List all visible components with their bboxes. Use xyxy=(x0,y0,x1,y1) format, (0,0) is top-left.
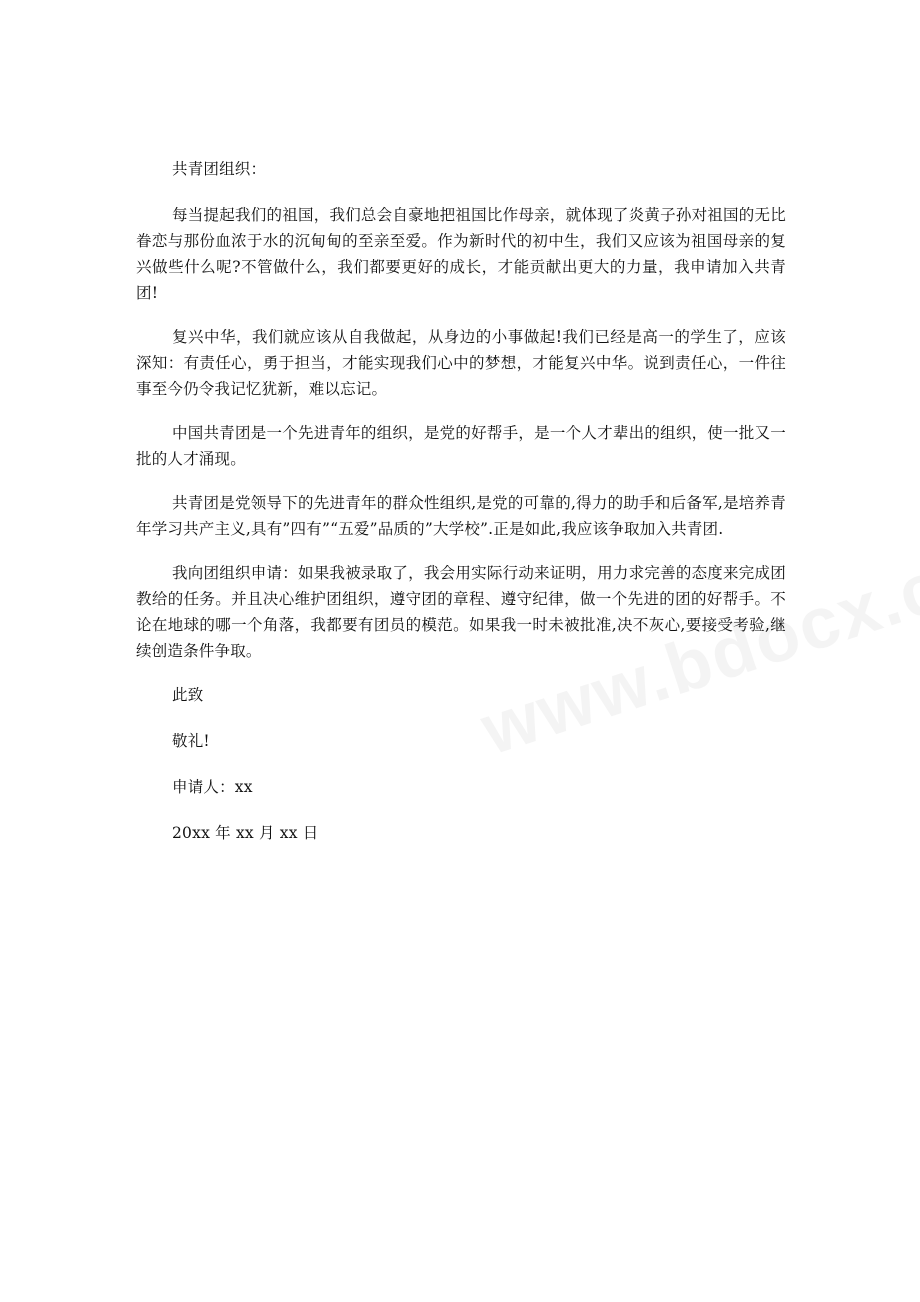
paragraph-4: 共青团是党领导下的先进青年的群众性组织,是党的可靠的,得力的助手和后备军,是培养青年学习共产主义,具有”四有”“五爱”品质的”大学校”.正是如此,我应该争取加入共青团. xyxy=(136,494,786,538)
paragraph-2: 复兴中华，我们就应该从自我做起，从身边的小事做起!我们已经是高一的学生了，应该深知：有责任心，勇于担当，才能实现我们心中的梦想，才能复兴中华。说到责任心，一件往事至今仍令我记忆犹新，难以忘记。 xyxy=(136,328,786,398)
applicant-signature: 申请人：xx xyxy=(172,778,253,796)
closing-salute: 敬礼! xyxy=(172,732,210,750)
paragraph-1: 每当提起我们的祖国，我们总会自豪地把祖国比作母亲，就体现了炎黄子孙对祖国的无比眷恋与那份血浓于水的沉甸甸的至亲至爱。作为新时代的初中生，我们又应该为祖国母亲的复兴做些什么呢?不管做什么，我们都要更好的成长，才能贡献出更大的力量，我申请加入共青团! xyxy=(136,206,786,302)
paragraph-5: 我向团组织申请：如果我被录取了，我会用实际行动来证明，用力求完善的态度来完成团教给的任务。并且决心维护团组织，遵守团的章程、遵守纪律，做一个先进的团的好帮手。不论在地球的哪一个角落，我都要有团员的模范。如果我一时未被批准,决不灰心,要接受考验,继续创造条件争取。 xyxy=(136,564,786,660)
salutation: 共青团组织： xyxy=(172,160,267,178)
closing-regards: 此致 xyxy=(172,686,204,704)
letter-date: 20xx 年 xx 月 xx 日 xyxy=(172,824,319,842)
paragraph-3: 中国共青团是一个先进青年的组织，是党的好帮手，是一个人才辈出的组织，使一批又一批的人才涌现。 xyxy=(136,424,786,468)
letter-body xyxy=(136,156,786,866)
